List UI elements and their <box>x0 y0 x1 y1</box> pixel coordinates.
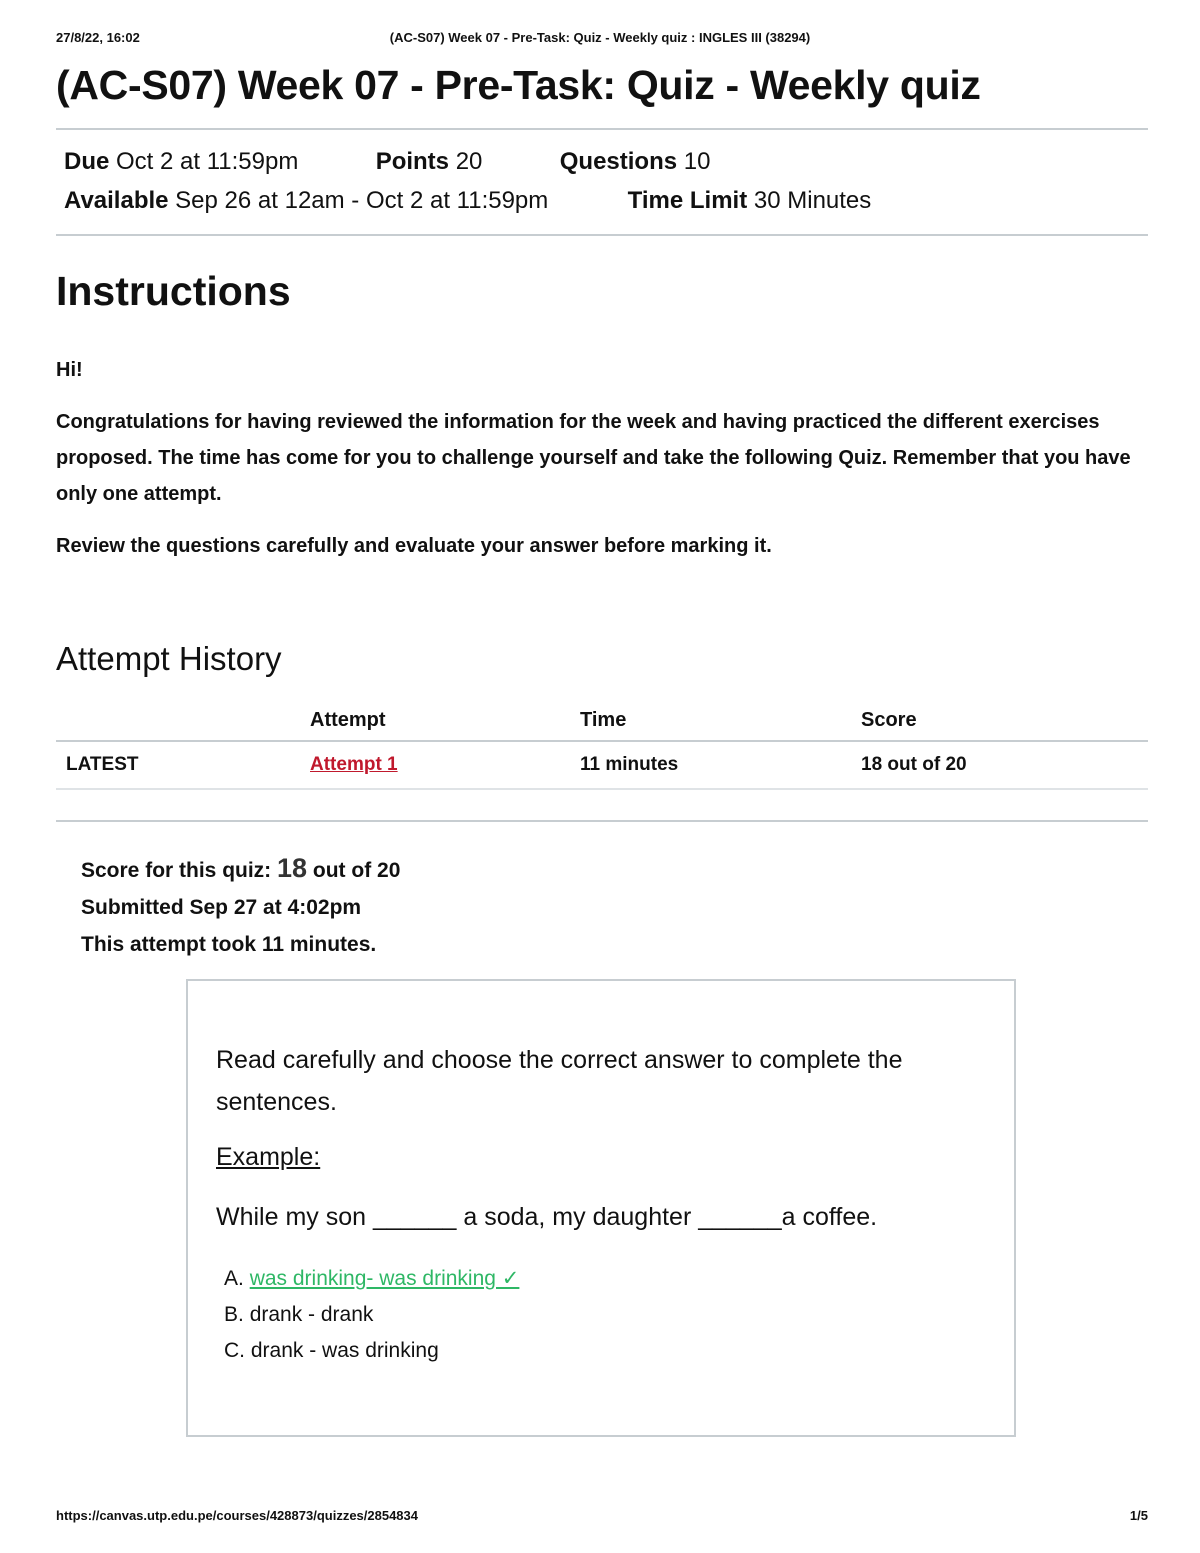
due-label: Due <box>64 148 110 175</box>
instructions-heading: Instructions <box>56 268 291 314</box>
score-suffix: out of 20 <box>307 859 401 882</box>
option-letter: C. <box>224 1339 245 1362</box>
quiz-meta-row-2 <box>64 187 871 215</box>
option-b[interactable] <box>224 1297 519 1333</box>
table-header-row <box>56 700 1148 741</box>
print-document-title: (AC-S07) Week 07 - Pre-Task: Quiz - Weekly quiz : INGLES III (38294) <box>389 30 811 45</box>
divider <box>56 128 1148 130</box>
due-value: Oct 2 at 11:59pm <box>116 148 299 175</box>
example-sentence: While my son ______ a soda, my daughter ______a coffee. <box>216 1203 878 1231</box>
column-header <box>56 700 310 741</box>
column-header-time: Time <box>580 700 861 741</box>
attempt-cell <box>310 741 580 789</box>
attempt-duration: This attempt took 11 minutes. <box>81 933 377 956</box>
option-letter: A. <box>224 1267 244 1290</box>
questions-value: 10 <box>683 148 711 175</box>
question-prompt: Read carefully and choose the correct answer to complete the sentences. <box>216 1046 903 1116</box>
answer-options <box>224 1261 519 1369</box>
option-a[interactable] <box>224 1261 519 1297</box>
score-prefix: Score for this quiz: <box>81 859 278 882</box>
page-title: (AC-S07) Week 07 - Pre-Task: Quiz - Weekly quiz <box>56 62 981 108</box>
attempt-score: 18 out of 20 <box>861 741 1148 789</box>
print-date: 27/8/22, 16:02 <box>56 30 140 45</box>
instructions-emphasis: one attempt. <box>102 483 222 505</box>
points-value: 20 <box>455 148 483 175</box>
example-label: Example: <box>216 1143 321 1171</box>
available-value: Sep 26 at 12am - Oct 2 at 11:59pm <box>175 187 549 214</box>
instructions-text: Congratulations for having reviewed the information for the week and having practiced the different exercises proposed. The time has come for you to challenge yourself and take the following Quiz. Remember that you have only <box>56 411 1131 505</box>
attempt-time: 11 minutes <box>580 741 861 789</box>
divider <box>56 820 1148 822</box>
option-text: drank - drank <box>249 1303 374 1326</box>
questions-label: Questions <box>559 148 678 175</box>
attempt-label: LATEST <box>56 741 310 789</box>
time-limit-label: Time Limit <box>627 187 748 214</box>
table-row <box>56 741 1148 789</box>
column-header-score: Score <box>861 700 1148 741</box>
option-letter: B. <box>224 1303 244 1326</box>
score-value: 18 <box>277 853 308 883</box>
option-text: drank - was drinking <box>250 1339 439 1362</box>
submitted-time: Submitted Sep 27 at 4:02pm <box>81 896 362 919</box>
points-label: Points <box>375 148 450 175</box>
attempt-link[interactable]: Attempt 1 <box>310 754 398 775</box>
divider <box>56 234 1148 236</box>
column-header-attempt: Attempt <box>310 700 580 741</box>
instructions-greeting: Hi! <box>56 359 83 381</box>
available-label: Available <box>64 187 169 214</box>
time-limit-value: 30 Minutes <box>753 187 872 214</box>
page-number: 1/5 <box>1129 1508 1148 1523</box>
option-c[interactable] <box>224 1333 519 1369</box>
instructions-review-note: Review the questions carefully and evaluate your answer before marking it. <box>56 535 772 557</box>
print-header <box>56 30 1144 50</box>
quiz-score-line <box>81 850 400 889</box>
score-summary <box>81 850 400 963</box>
attempt-history-heading: Attempt History <box>56 640 282 677</box>
print-url: https://canvas.utp.edu.pe/courses/428873/quizzes/2854834 <box>56 1508 418 1523</box>
print-footer <box>56 1508 1148 1528</box>
instructions-paragraph <box>56 404 1148 512</box>
question-card <box>186 979 1016 1437</box>
attempt-history-table <box>56 700 1148 790</box>
option-text-correct: was drinking- was drinking ✓ <box>249 1267 520 1290</box>
quiz-meta-row-1 <box>64 148 710 176</box>
